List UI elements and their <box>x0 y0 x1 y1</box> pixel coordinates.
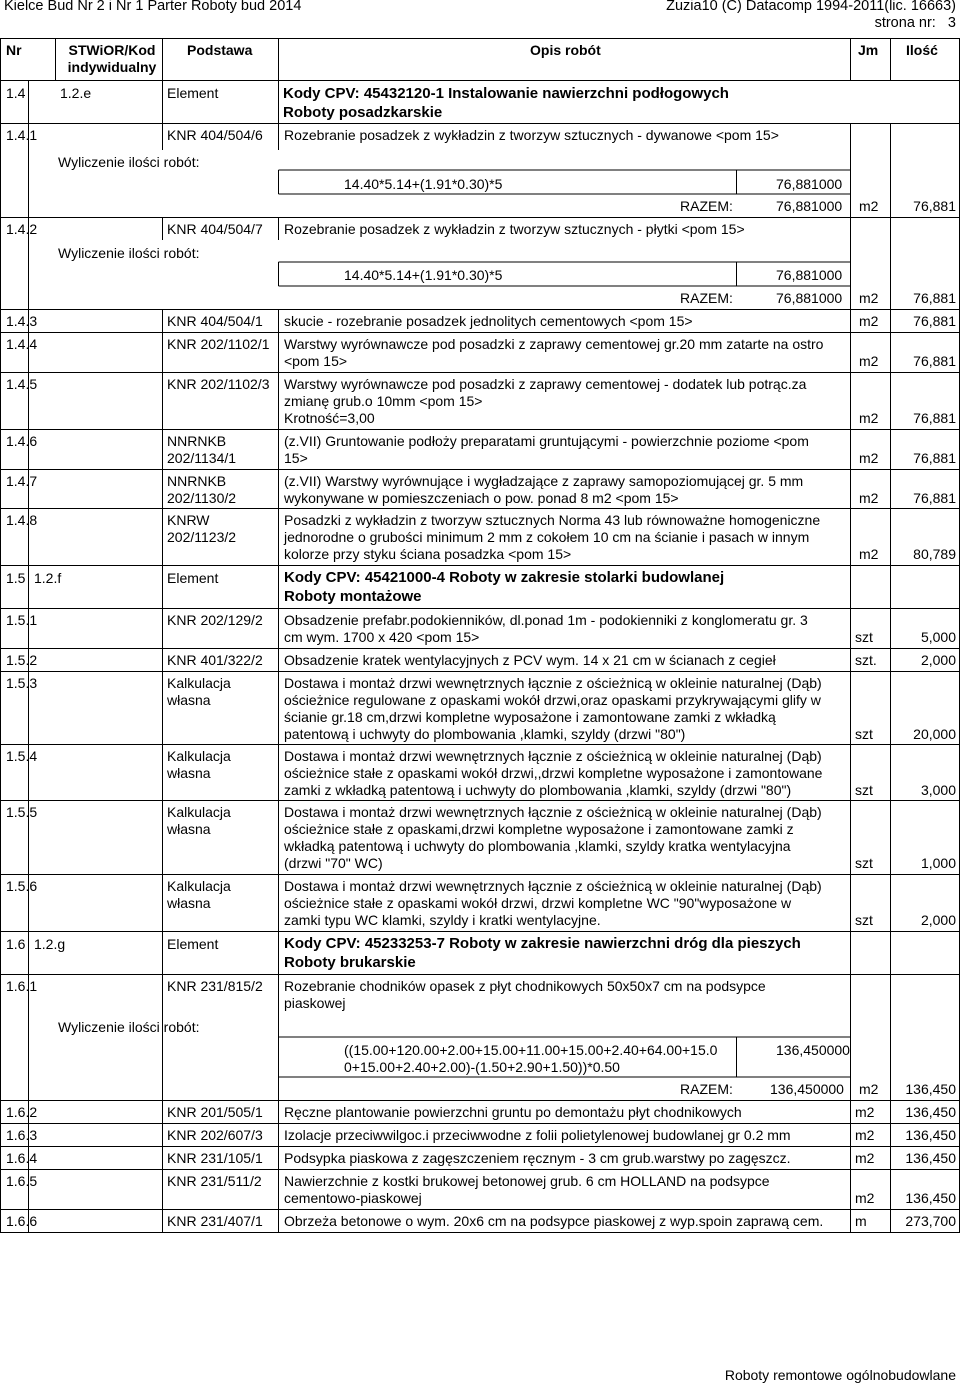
row-podstawa-line: 202/1123/2 <box>167 529 237 545</box>
section-title: Kody CPV: 45421000-4 Roboty w zakresie stolarki budowlanej <box>284 569 725 586</box>
row-ilosc: 76,881 <box>913 198 956 214</box>
razem-label: RAZEM: <box>680 198 733 214</box>
col-ilosc: Ilość <box>906 42 938 58</box>
col-opis: Opis robót <box>530 42 601 58</box>
row-podstawa-line: NNRNKB <box>167 433 227 449</box>
row-opis-line: zmianę grub.o 10mm <pom 15> <box>284 393 483 409</box>
row-jm: szt <box>855 855 873 871</box>
row-opis-line: Dostawa i montaż drzwi wewnętrznych łącznie z ościeżnicą w okleinie naturalnej (Dąb) <box>284 675 822 691</box>
row-podstawa: KNR 401/322/2 <box>167 652 263 668</box>
row-ilosc: 76,881 <box>913 410 956 426</box>
col-jm: Jm <box>858 42 879 58</box>
row-podstawa-line: Kalkulacja <box>167 878 231 894</box>
row-podstawa-line: NNRNKB <box>167 473 227 489</box>
row-opis: skucie - rozebranie posadzek jednolitych cementowych <pom 15> <box>284 313 693 329</box>
row-opis: Ręczne plantowanie powierzchni gruntu po demontażu płyt chodnikowych <box>284 1104 742 1120</box>
row-podstawa: KNR 404/504/1 <box>167 313 263 329</box>
row-opis-line: Posadzki z wykładzin z tworzyw sztucznych Norma 43 lub równoważne homogeniczne <box>284 512 821 528</box>
row-jm: m2 <box>859 313 879 329</box>
row-jm: m2 <box>855 1150 875 1166</box>
row-podstawa: KNR 231/105/1 <box>167 1150 263 1166</box>
quantity-formula: ((15.00+120.00+2.00+15.00+11.00+15.00+2.40+64.00+15.0 <box>344 1042 718 1058</box>
row-podstawa-line: 202/1134/1 <box>167 450 237 466</box>
row-opis-line: Warstwy wyrównawcze pod posadzki z zaprawy cementowej gr.20 mm zatarte na ostro <box>284 336 824 352</box>
row-opis: Izolacje przeciwwilgoc.i przeciwwodne z folii polietylenowej budowlanej gr 0.2 mm <box>284 1127 791 1143</box>
row-jm: m2 <box>859 450 879 466</box>
quantity-formula: 0+15.00+2.40+2.00)-(1.50+2.90+1.50))*0.50 <box>344 1059 620 1075</box>
row-nr: 1.6.1 <box>6 978 38 994</box>
section-title: Kody CPV: 45233253-7 Roboty w zakresie nawierzchni dróg dla pieszych <box>284 935 801 952</box>
razem-label: RAZEM: <box>680 1081 733 1097</box>
row-nr: 1.4.3 <box>6 313 38 329</box>
row-opis: Rozebranie posadzek z wykładzin z tworzyw sztucznych - płytki <pom 15> <box>284 221 745 237</box>
row-podstawa: KNR 201/505/1 <box>167 1104 263 1120</box>
row-opis-line: ościeżnice regulowane z opaskami wokół drzwi,oraz opaskami przykrywającymi glify w <box>284 692 821 708</box>
row-opis-line: Warstwy wyrównawcze pod posadzki z zaprawy cementowej - dodatek lub potrąc.za <box>284 376 807 392</box>
row-nr: 1.4.6 <box>6 433 38 449</box>
row-opis-line: Nawierzchnie z kostki brukowej betonowej grub. 6 cm HOLLAND na podsypce <box>284 1173 770 1189</box>
row-jm: m2 <box>855 1127 875 1143</box>
row-podstawa: KNR 404/504/6 <box>167 127 263 143</box>
row-podstawa-line: Kalkulacja <box>167 675 231 691</box>
row-code: 1.2.e <box>60 85 92 101</box>
quantity-partial: 76,881000 <box>776 267 843 283</box>
row-jm: m2 <box>859 410 879 426</box>
row-ilosc: 136,450 <box>905 1190 956 1206</box>
row-nr: 1.5.1 <box>6 612 38 628</box>
row-opis-line: wykonywane w pomieszczeniach o pow. ponad 8 m2 <pom 15> <box>284 490 679 506</box>
row-opis-line: zamki typu WC klamki, szyldy i kratki wentylacyjne. <box>284 912 601 928</box>
row-nr: 1.5.6 <box>6 878 38 894</box>
row-nr: 1.6 <box>6 936 26 952</box>
row-jm: m2 <box>859 546 879 562</box>
row-opis-line: Dostawa i montaż drzwi wewnętrznych łącznie z ościeżnicą w okleinie naturalnej (Dąb) <box>284 748 822 764</box>
row-nr: 1.4.4 <box>6 336 38 352</box>
row-opis-line: (z.VII) Gruntowanie podłoży preparatami gruntującymi - powierzchnie poziome <pom <box>284 433 809 449</box>
row-ilosc: 76,881 <box>913 490 956 506</box>
row-opis-line: (drzwi "70" WC) <box>284 855 383 871</box>
section-subtitle: Roboty posadzkarskie <box>283 104 443 121</box>
row-ilosc: 2,000 <box>920 652 956 668</box>
row-opis-line: Dostawa i montaż drzwi wewnętrznych łącznie z ościeżnicą w okleinie naturalnej (Dąb) <box>284 804 822 820</box>
row-ilosc: 3,000 <box>920 782 956 798</box>
row-nr: 1.6.3 <box>6 1127 38 1143</box>
row-podstawa-line: 202/1130/2 <box>167 490 237 506</box>
row-ilosc: 1,000 <box>920 855 956 871</box>
row-nr: 1.6.2 <box>6 1104 38 1120</box>
row-podstawa-line: KNRW <box>167 512 210 528</box>
row-podstawa: Element <box>167 570 219 586</box>
col-podstawa: Podstawa <box>187 42 253 58</box>
row-podstawa: KNR 231/511/2 <box>167 1173 262 1189</box>
quantity-partial: 76,881000 <box>776 176 843 192</box>
row-opis-line: wkładką patentową i uchwyty do plombowania ,klamki, szyldy kratka wentylacyjna <box>284 838 791 854</box>
page-footer: Roboty remontowe ogólnobudowlane <box>724 1367 956 1383</box>
row-opis: Rozebranie posadzek z wykładzin z tworzyw sztucznych - dywanowe <pom 15> <box>284 127 779 143</box>
row-ilosc: 136,450 <box>905 1081 956 1097</box>
row-jm: szt <box>855 629 873 645</box>
row-podstawa: KNR 202/607/3 <box>167 1127 263 1143</box>
row-jm: m2 <box>855 1190 875 1206</box>
row-code: 1.2.g <box>34 936 66 952</box>
row-opis-line: ościeżnice stałe z opaskami wokół drzwi, drzwi kompletne WC "90"wyposażone w <box>284 895 792 911</box>
row-nr: 1.6.6 <box>6 1213 38 1229</box>
row-nr: 1.4.2 <box>6 221 38 237</box>
row-opis-line: (z.VII) Warstwy wyrównujące i wygładzające z zaprawy samopoziomującej gr. 5 mm <box>284 473 804 489</box>
row-podstawa: Element <box>167 85 219 101</box>
row-jm: szt <box>855 782 873 798</box>
row-jm: m2 <box>855 1104 875 1120</box>
section-subtitle: Roboty montażowe <box>284 588 422 605</box>
row-nr: 1.5.5 <box>6 804 38 820</box>
row-opis-line: cm wym. 1700 x 420 <pom 15> <box>284 629 480 645</box>
quantity-calc-label: Wyliczenie ilości robót: <box>58 245 200 261</box>
row-nr: 1.5.2 <box>6 652 38 668</box>
row-nr: 1.5.3 <box>6 675 38 691</box>
col-stwior: STWiOR/Kod indywidualny <box>67 42 157 75</box>
row-jm: m2 <box>859 490 879 506</box>
quantity-calc-label: Wyliczenie ilości robót: <box>58 1019 200 1035</box>
section-subtitle: Roboty brukarskie <box>284 954 416 971</box>
row-opis-line: <pom 15> <box>284 353 348 369</box>
row-ilosc: 136,450 <box>905 1150 956 1166</box>
row-jm: m2 <box>859 1081 879 1097</box>
row-ilosc: 80,789 <box>913 546 956 562</box>
row-opis-line: Krotność=3,00 <box>284 410 375 426</box>
quantity-partial: 136,450000 <box>776 1042 850 1058</box>
row-opis-line: cementowo-piaskowej <box>284 1190 422 1206</box>
razem-value: 136,450000 <box>770 1081 844 1097</box>
row-podstawa: KNR 202/129/2 <box>167 612 263 628</box>
row-opis-line: piaskowej <box>284 995 346 1011</box>
quantity-calc-label: Wyliczenie ilości robót: <box>58 154 200 170</box>
row-opis-line: ościeżnice stałe z opaskami,drzwi kompletne wyposażone i zamontowane zamki z <box>284 821 794 837</box>
row-opis: Obsadzenie kratek wentylacyjnych z PCV wym. 14 x 21 cm w ścianach z cegieł <box>284 652 776 668</box>
row-ilosc: 76,881 <box>913 353 956 369</box>
row-podstawa-line: własna <box>167 821 211 837</box>
row-code: 1.2.f <box>34 570 62 586</box>
row-ilosc: 136,450 <box>905 1127 956 1143</box>
row-jm: m2 <box>859 290 879 306</box>
row-podstawa: Element <box>167 936 219 952</box>
col-nr: Nr <box>6 42 22 58</box>
row-podstawa: KNR 231/407/1 <box>167 1213 263 1229</box>
row-opis-line: Obsadzenie prefabr.podokienników, dl.ponad 1m - podokienniki z konglomeratu gr. 3 <box>284 612 808 628</box>
row-podstawa-line: własna <box>167 895 211 911</box>
row-opis-line: ościeżnice stałe z opaskami wokół drzwi,,drzwi kompletne wyposażone i zamontowane <box>284 765 823 781</box>
row-ilosc: 2,000 <box>920 912 956 928</box>
razem-value: 76,881000 <box>776 198 843 214</box>
row-podstawa-line: Kalkulacja <box>167 804 231 820</box>
quantity-formula: 14.40*5.14+(1.91*0.30)*5 <box>344 176 503 192</box>
row-nr: 1.4.7 <box>6 473 38 489</box>
row-nr: 1.4.5 <box>6 376 38 392</box>
row-ilosc: 76,881 <box>913 290 956 306</box>
section-title: Kody CPV: 45432120-1 Instalowanie nawierzchni podłogowych <box>283 85 729 102</box>
row-ilosc: 76,881 <box>913 450 956 466</box>
row-podstawa-line: własna <box>167 692 211 708</box>
row-ilosc: 273,700 <box>905 1213 956 1229</box>
row-opis-line: ścianie gr.18 cm,drzwi kompletne wyposażone i zamontowane zamki z wkładką <box>284 709 776 725</box>
row-nr: 1.4.1 <box>6 127 38 143</box>
document-title: Kielce Bud Nr 2 i Nr 1 Parter Roboty bud 2014 <box>4 0 302 14</box>
row-opis-line: 15> <box>284 450 308 466</box>
row-podstawa: KNR 202/1102/3 <box>167 376 270 392</box>
row-podstawa: KNR 202/1102/1 <box>167 336 270 352</box>
row-jm: szt <box>855 912 873 928</box>
row-jm: m2 <box>859 353 879 369</box>
row-opis-line: kolorze przy styku ściana posadzka <pom 15> <box>284 546 572 562</box>
software-info: Zuzia10 (C) Datacomp 1994-2011(lic. 16663) <box>666 0 956 14</box>
row-opis-line: zamki z wkładką patentową i uchwyty do plombowania ,klamki, szyldy (drzwi "80") <box>284 782 792 798</box>
row-podstawa-line: własna <box>167 765 211 781</box>
row-podstawa: KNR 231/815/2 <box>167 978 263 994</box>
row-nr: 1.4 <box>6 85 26 101</box>
razem-value: 76,881000 <box>776 290 843 306</box>
row-opis: Podsypka piaskowa z zagęszczeniem ręcznym - 3 cm grub.warstwy po zagęszcz. <box>284 1150 791 1166</box>
row-nr: 1.5.4 <box>6 748 38 764</box>
row-opis-line: Dostawa i montaż drzwi wewnętrznych łącznie z ościeżnicą w okleinie naturalnej (Dąb) <box>284 878 822 894</box>
row-podstawa: KNR 404/504/7 <box>167 221 263 237</box>
quantity-formula: 14.40*5.14+(1.91*0.30)*5 <box>344 267 503 283</box>
row-jm: szt. <box>855 652 877 668</box>
row-jm: m <box>855 1213 867 1229</box>
row-ilosc: 76,881 <box>913 313 956 329</box>
page-number: 3 <box>947 15 956 31</box>
row-nr: 1.5 <box>6 570 26 586</box>
row-opis: Obrzeża betonowe o wym. 20x6 cm na podsypce piaskowej z wyp.spoin zaprawą cem. <box>284 1213 824 1229</box>
row-opis-line: jednorodne o grubości minimum 2 mm z cokołem 10 cm na ścianie i pasach w innym <box>284 529 810 545</box>
row-nr: 1.6.4 <box>6 1150 38 1166</box>
row-ilosc: 136,450 <box>905 1104 956 1120</box>
row-nr: 1.6.5 <box>6 1173 38 1189</box>
row-opis-line: patentową i uchwyty do plombowania ,klamki, szyldy (drzwi "80") <box>284 726 686 742</box>
row-jm: m2 <box>859 198 879 214</box>
row-jm: szt <box>855 726 873 742</box>
page-number-label: strona nr: <box>874 15 936 31</box>
razem-label: RAZEM: <box>680 290 733 306</box>
row-podstawa-line: Kalkulacja <box>167 748 231 764</box>
row-ilosc: 20,000 <box>913 726 956 742</box>
row-opis-line: Rozebranie chodników opasek z płyt chodnikowych 50x50x7 cm na podsypce <box>284 978 766 994</box>
row-ilosc: 5,000 <box>920 629 956 645</box>
row-nr: 1.4.8 <box>6 512 38 528</box>
